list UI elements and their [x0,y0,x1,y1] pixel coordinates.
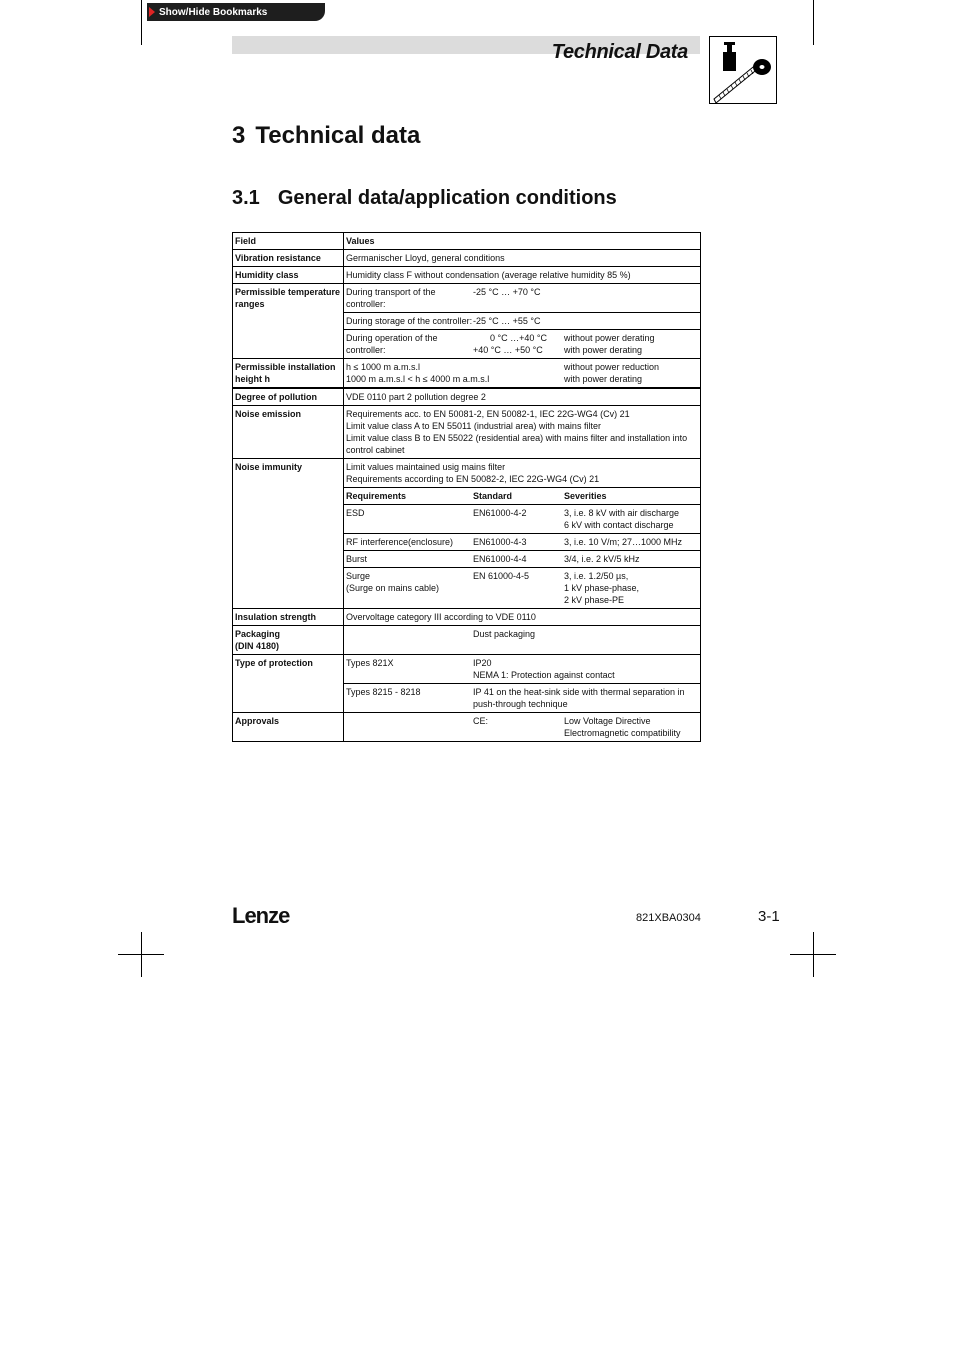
temp-operation-range-1: 0 °C …+40 °C [490,333,547,343]
protection-type-1: Types 821X [346,658,394,668]
severity-cell: 3, i.e. 1.2/50 µs, [564,571,629,581]
subheader-requirements: Requirements [346,491,407,501]
value-noise-emission [344,406,701,459]
temp-transport-label: During transport of the controller: [346,287,436,309]
table-row [233,459,701,488]
crop-mark-bottom-right-h [790,954,836,955]
noise-immunity-line-1: Limit values maintained usig mains filter [346,462,506,472]
height-note-1: without power reduction [564,362,660,372]
severity-cell: 3, i.e. 10 V/m; 27…1000 MHz [564,537,683,547]
value-temp-transport [344,284,701,313]
value-temp-operation [344,330,701,359]
noise-immunity-row-esd [344,505,701,534]
packaging-value: Dust packaging [473,629,536,639]
temp-transport-range: -25 °C … +70 °C [473,287,541,297]
field-height: Permissible installation height h [233,359,344,389]
crop-mark-bottom-left-h [118,954,164,955]
severity-cell-3: 2 kV phase-PE [564,595,625,605]
subheader-severities: Severities [564,491,607,501]
noise-emission-line-2: Limit value class A to EN 55011 (industrial area) with mains filter [346,421,601,431]
table-header-row [233,233,701,250]
packaging-standard: (DIN 4180) [235,641,280,651]
value-noise-immunity-intro [344,459,701,488]
protection-value-1: IP20 [473,658,492,668]
noise-emission-line-1: Requirements acc. to EN 50081-2, EN 50082-1, IEC 22G-WG4 (Cv) 21 [346,409,630,419]
approvals-value-1: Low Voltage Directive [564,716,651,726]
standard-cell: EN61000-4-4 [473,554,527,564]
requirement-cell: Surge [346,571,371,581]
noise-immunity-subheader [344,488,701,505]
packaging-label: Packaging [235,629,281,639]
chapter-number: 3 [232,122,246,149]
severity-cell-2: 1 kV phase-phase, [564,583,640,593]
value-protection-821x [344,655,701,684]
value-protection-8215 [344,684,701,713]
page-number: 3-1 [758,908,780,925]
protection-type-2: Types 8215 - 8218 [346,687,421,697]
col-header-values: Values [344,233,701,250]
height-note-2: with power derating [564,374,643,384]
temp-operation-note-2: with power derating [564,345,643,355]
section-heading [232,187,617,210]
temp-storage-range: -25 °C … +55 °C [473,316,541,326]
noise-immunity-row-burst [344,551,701,568]
severity-cell-2: 6 kV with contact discharge [564,520,674,530]
col-header-field: Field [233,233,344,250]
table-row [233,713,701,742]
noise-immunity-row-surge [344,568,701,609]
measurement-icon [709,36,777,104]
value-temp-storage [344,313,701,330]
standard-cell: EN 61000-4-5 [473,571,530,581]
temp-operation-note-1: without power derating [564,333,655,343]
table-row [233,267,701,284]
value-insulation: Overvoltage category III according to VDE 0110 [344,609,701,626]
approvals-mark: CE: [473,716,489,726]
document-number: 821XBA0304 [636,912,701,924]
bookmark-button-label: Show/Hide Bookmarks [159,6,268,18]
field-humidity: Humidity class [233,267,344,284]
noise-immunity-line-2: Requirements according to EN 50082-2, IEC 22G-WG4 (Cv) 21 [346,474,600,484]
table-row [233,284,701,313]
temp-operation-range-2: +40 °C … +50 °C [473,345,543,355]
table-row [233,609,701,626]
crop-mark-top-left [141,0,142,45]
table-row [233,626,701,655]
table-row [233,655,701,684]
field-approvals: Approvals [233,713,344,742]
value-pollution: VDE 0110 part 2 pollution degree 2 [344,388,701,406]
requirement-cell: ESD [346,508,365,518]
section-number: 3.1 [232,187,260,209]
table-row [233,406,701,459]
value-height [344,359,701,389]
height-line-1: h ≤ 1000 m a.m.s.l [346,362,420,372]
brand-logo: Lenze [232,903,290,928]
field-noise-immunity: Noise immunity [233,459,344,609]
severity-cell: 3, i.e. 8 kV with air discharge [564,508,680,518]
field-noise-emission: Noise emission [233,406,344,459]
chapter-title: Technical data [255,122,421,149]
field-protection: Type of protection [233,655,344,713]
requirement-cell-2: (Surge on mains cable) [346,583,440,593]
show-hide-bookmarks-button[interactable] [147,3,325,21]
value-vibration: Germanischer Lloyd, general conditions [344,250,701,267]
temp-storage-label: During storage of the controller: [346,316,473,326]
requirement-cell: RF interference(enclosure) [346,537,454,547]
height-line-2: 1000 m a.m.s.l < h ≤ 4000 m a.m.s.l [346,374,490,384]
section-title: General data/application conditions [277,187,617,209]
severity-cell: 3/4, i.e. 2 kV/5 kHz [564,554,640,564]
field-insulation: Insulation strength [233,609,344,626]
protection-value-1b: NEMA 1: Protection against contact [473,670,615,680]
value-humidity: Humidity class F without condensation (average relative humidity 85 %) [344,267,701,284]
table-row [233,359,701,389]
approvals-value-2: Electromagnetic compatibility [564,728,681,738]
table-row [233,250,701,267]
table-row [233,388,701,406]
protection-value-2: IP 41 on the heat-sink side with thermal separation in push-through technique [473,687,685,709]
chapter-heading [232,122,420,150]
field-temperature: Permissible temperature ranges [233,284,344,359]
requirement-cell: Burst [346,554,368,564]
value-approvals [344,713,701,742]
subheader-standard: Standard [473,491,513,501]
technical-data-table [232,232,701,742]
standard-cell: EN61000-4-3 [473,537,527,547]
field-vibration: Vibration resistance [233,250,344,267]
field-pollution: Degree of pollution [233,388,344,406]
noise-emission-line-3: Limit value class B to EN 55022 (residential area) with mains filter and installation into control cabinet [346,433,688,455]
value-packaging [344,626,701,655]
field-packaging [233,626,344,655]
crop-mark-top-right [813,0,814,45]
temp-operation-label: During operation of the controller: [346,333,438,355]
standard-cell: EN61000-4-2 [473,508,527,518]
noise-immunity-row-rf [344,534,701,551]
header-title: Technical Data [551,41,688,63]
triangle-right-icon [149,7,155,17]
